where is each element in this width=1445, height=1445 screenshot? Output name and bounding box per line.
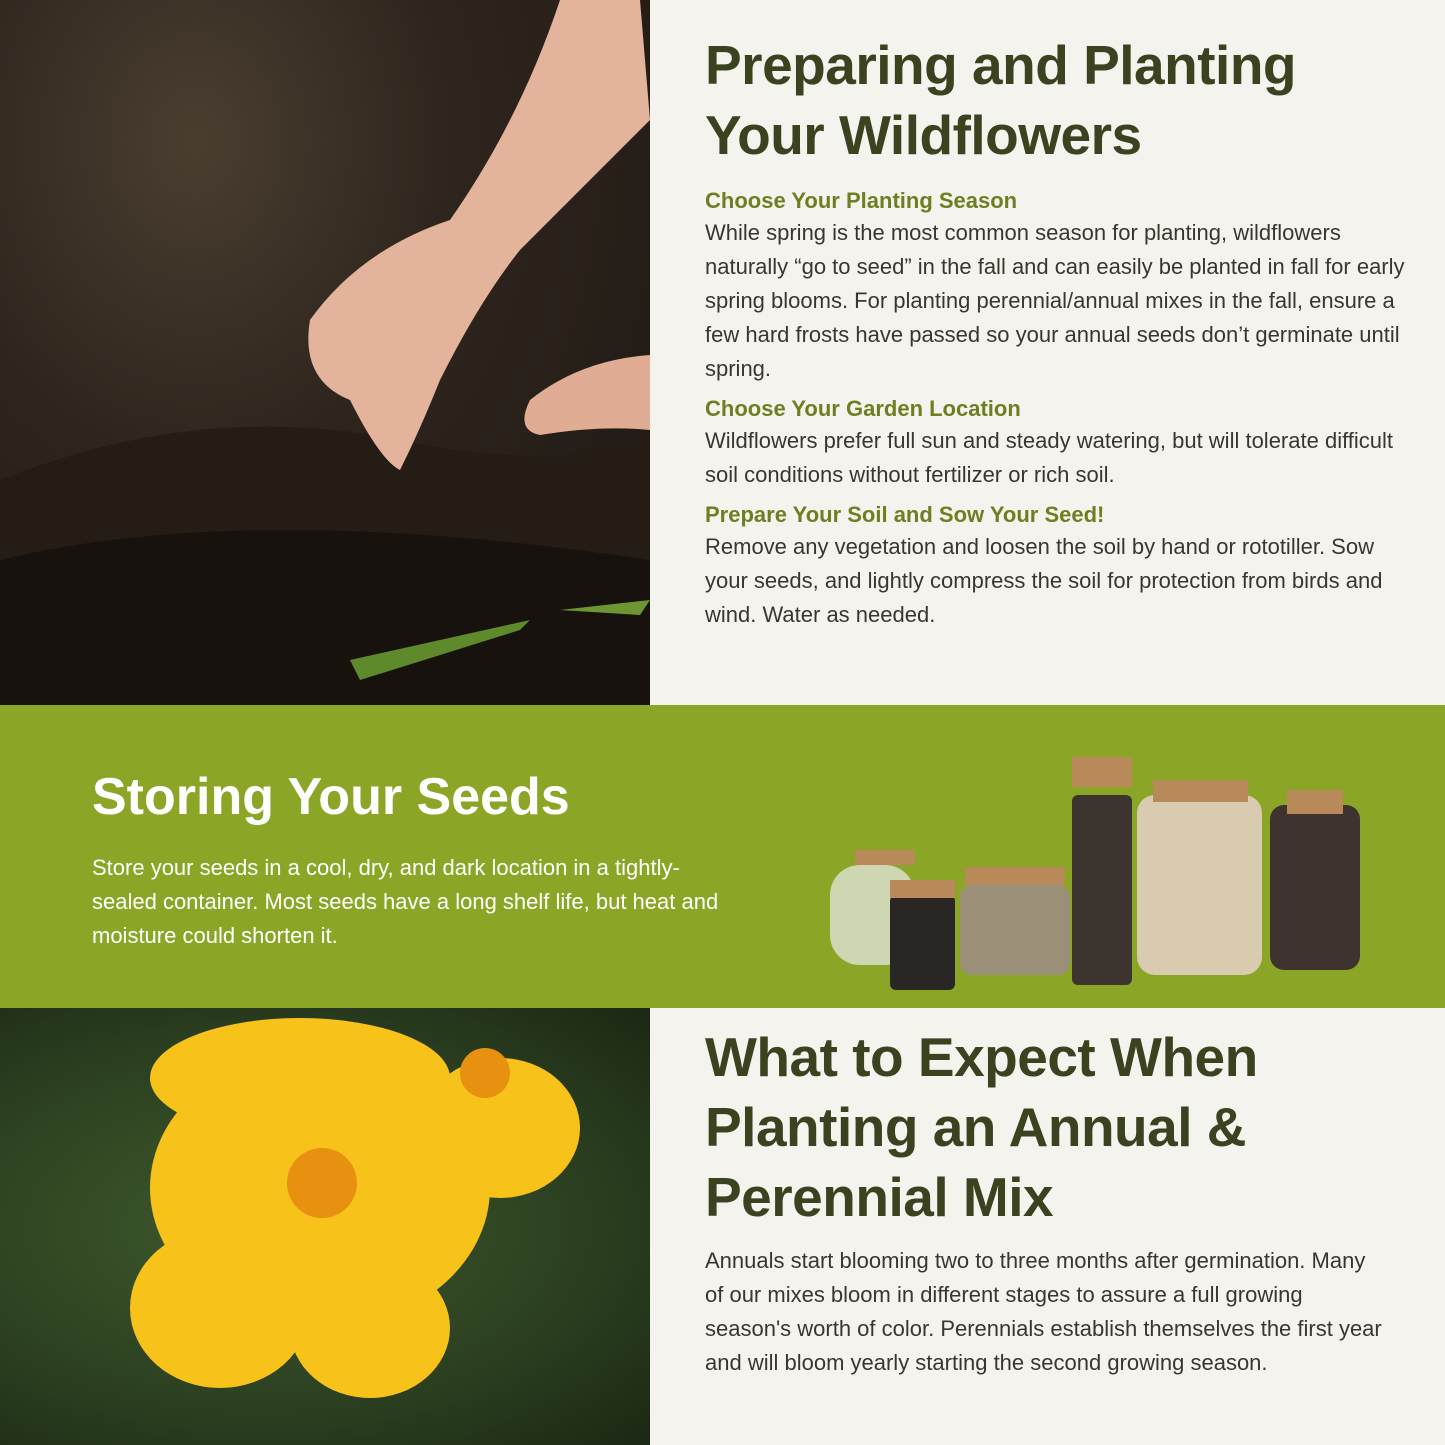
planting-panel [705,30,1405,632]
location-heading: Choose Your Garden Location [705,396,1021,421]
expect-panel [705,1022,1405,1380]
yellow-flower-photo [0,1008,650,1445]
storing-title: Storing Your Seeds [92,768,570,826]
expect-body: Annuals start blooming two to three months after germination. Many of our mixes bloom in different stages to assure a full growing season's worth of color. Perennials establish themselves the first year and will bloom yearly starting the second growing season. [705,1248,1382,1375]
soil-body: Remove any vegetation and loosen the soil by hand or rototiller. Sow your seeds, and lightly compress the soil for protection from birds and wind. Water as needed. [705,534,1383,627]
storing-band [0,705,1445,1008]
seed-jars-image [825,745,1385,1005]
season-body: While spring is the most common season for planting, wildflowers naturally “go to seed” in the fall and can easily be planted in fall for early spring blooms. For planting perennial/annual mixes in the fall, ensure a few hard frosts have passed so your annual seeds don’t germinate until spring. [705,220,1405,381]
season-heading: Choose Your Planting Season [705,188,1018,213]
soil-heading: Prepare Your Soil and Sow Your Seed! [705,502,1105,527]
storing-body: Store your seeds in a cool, dry, and dark location in a tightly-sealed container. Most seeds have a long shelf life, but heat and moisture could shorten it. [92,855,719,948]
planting-title: Preparing and Planting Your Wildflowers [705,34,1297,166]
location-body: Wildflowers prefer full sun and steady watering, but will tolerate difficult soil conditions without fertilizer or rich soil. [705,428,1394,487]
jar-pumpkin-seeds [1137,780,1262,975]
jar-mixed-seeds [1270,790,1360,970]
jar-fine-seeds [960,867,1070,975]
jar-tall [1072,757,1132,985]
expect-title: What to Expect When Planting an Annual & Perennial Mix [705,1026,1258,1228]
jar-dark-seeds [890,880,955,990]
hands-sowing-seeds-photo [0,0,650,705]
